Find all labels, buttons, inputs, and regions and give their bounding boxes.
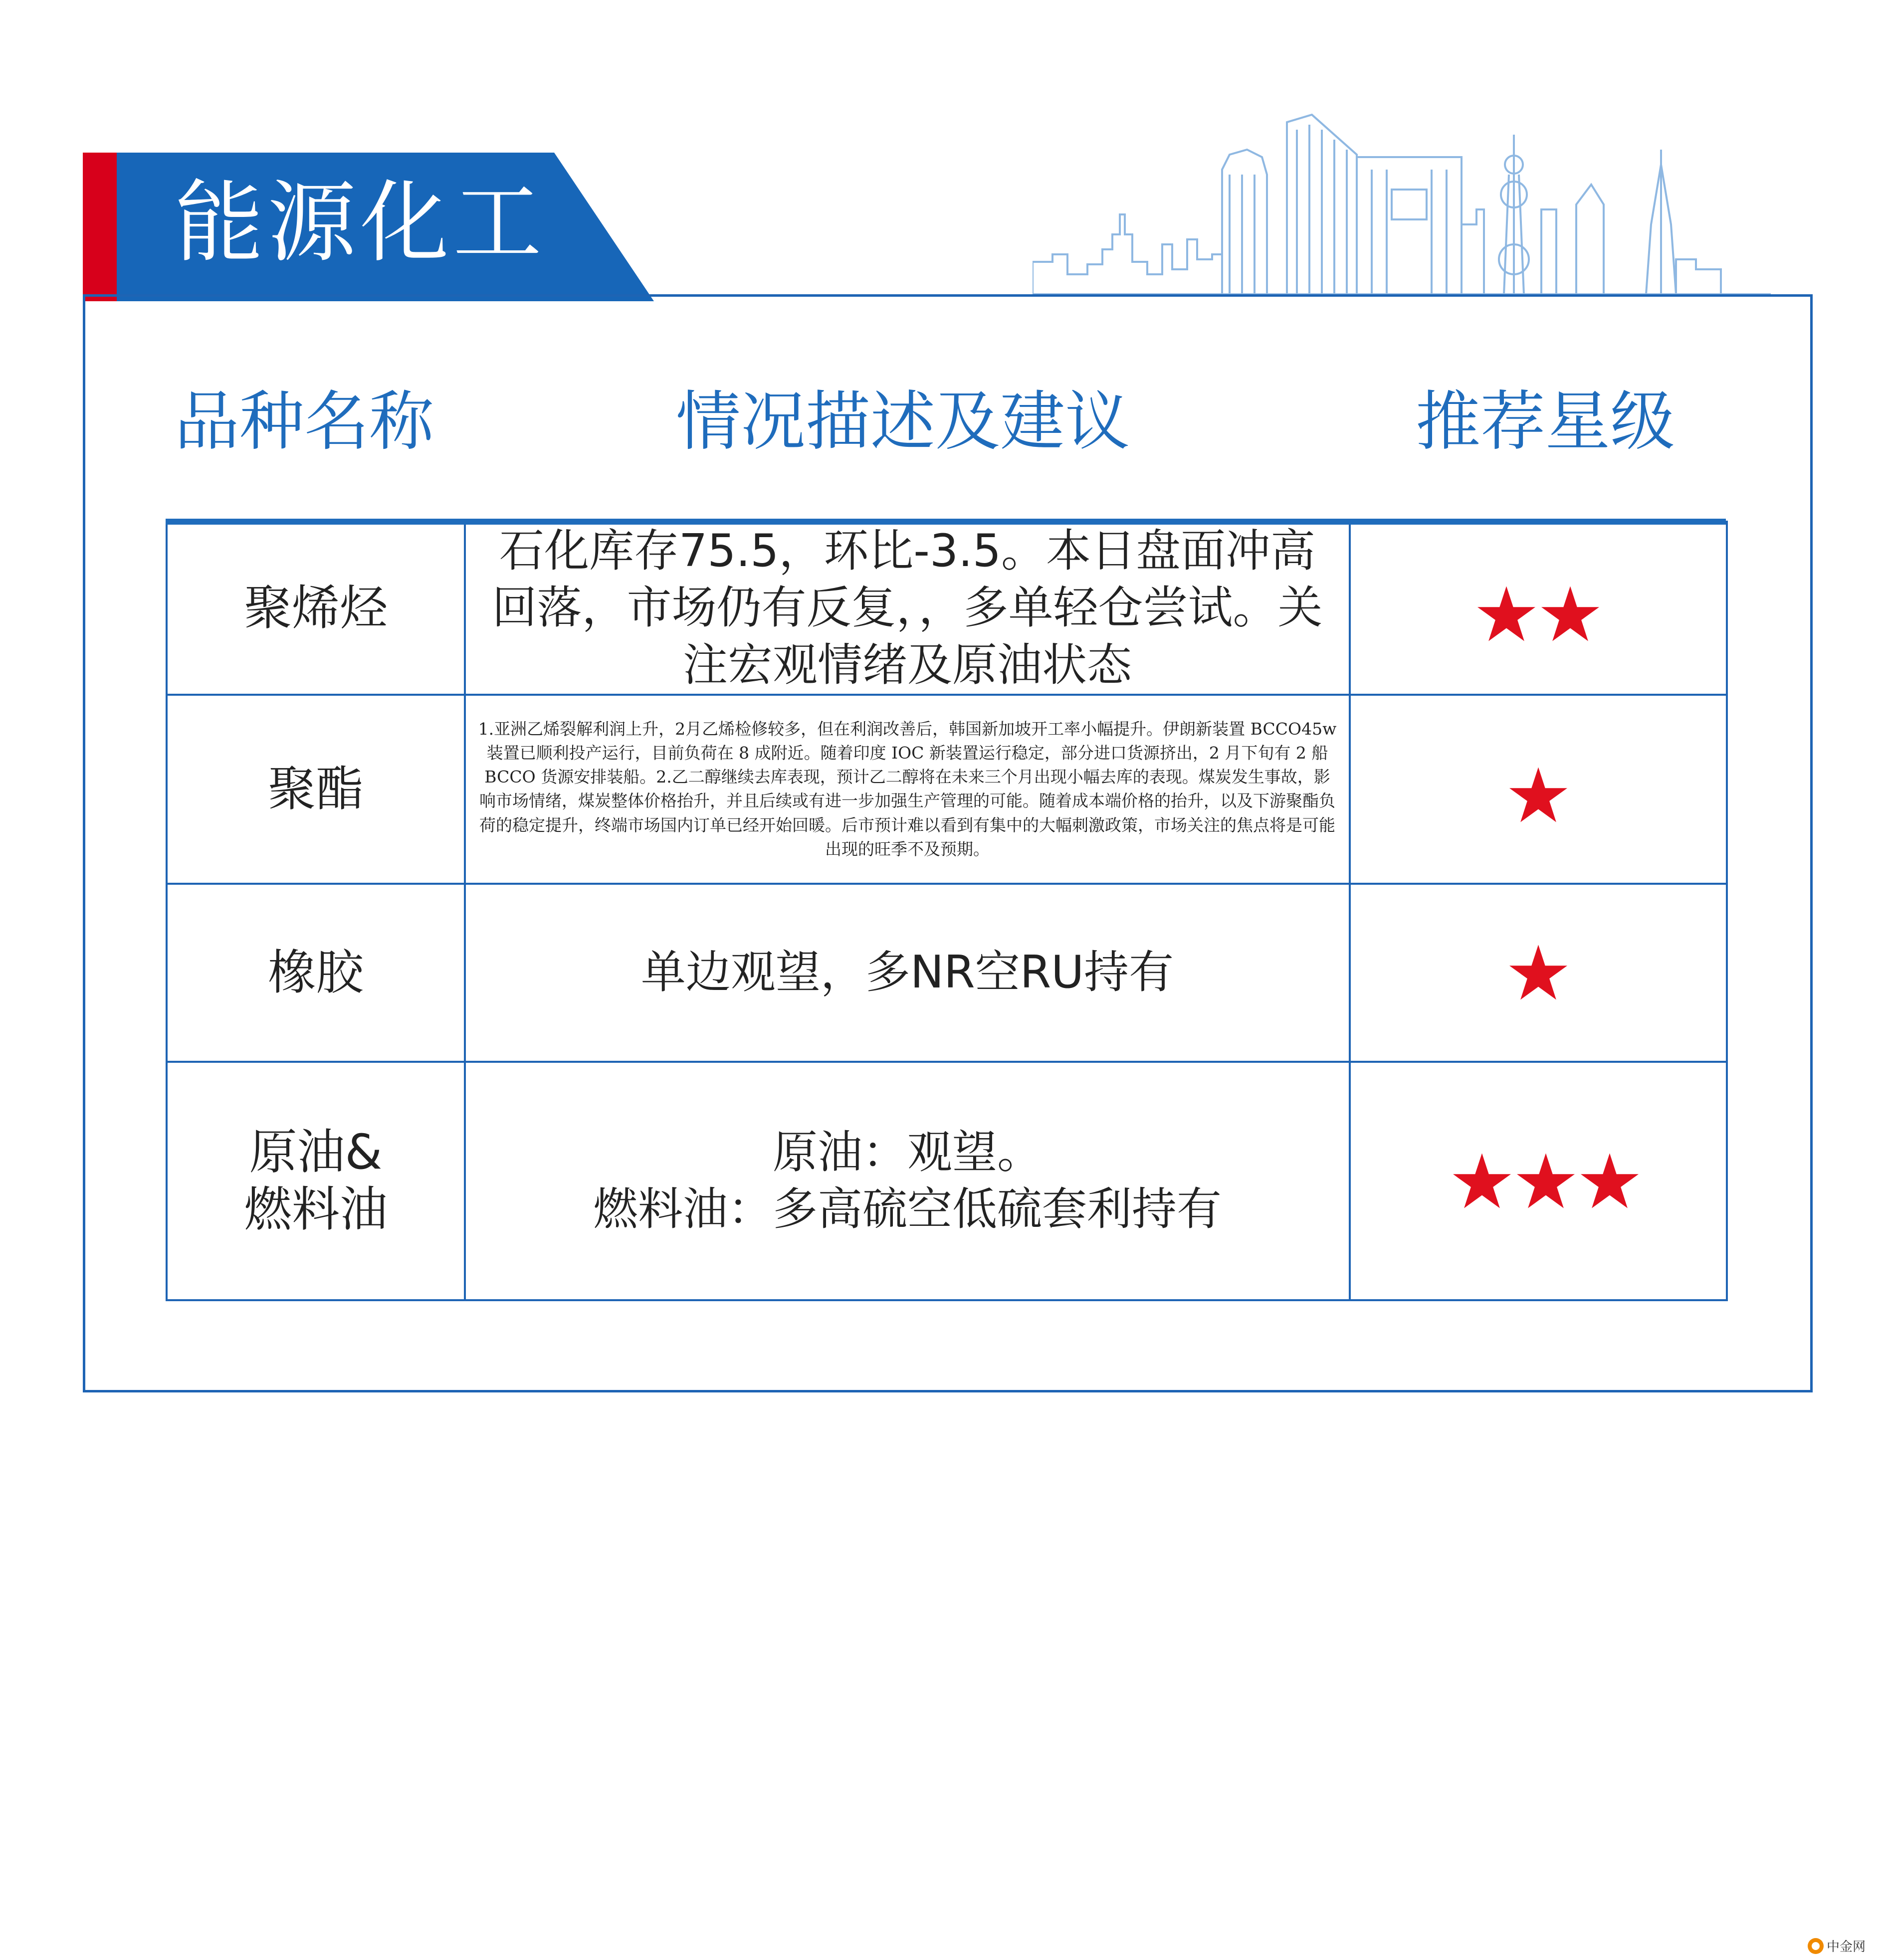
star-rating [1350,884,1727,1062]
table-row [167,522,1727,695]
section-title: 能源化工 [175,171,546,274]
table-top-rule [166,519,1726,525]
commodity-name-line1: 原油& [249,1124,383,1180]
table-row [167,884,1727,1062]
commodity-name: 聚酯 [268,761,364,817]
star-rating [1350,695,1727,884]
commodity-name: 橡胶 [268,944,364,1000]
column-header-name: 品种名称 [175,384,434,459]
commodity-description: 单边观望，多NR空RU持有 [640,946,1174,999]
star-rating [1350,1062,1727,1300]
table-row [167,1062,1727,1300]
site-logo-icon [1805,1935,1885,1960]
table-row [167,695,1727,884]
commodity-description: 石化库存75.5，环比-3.5。本日盘面冲高回落，市场仍有反复，，多单轻仓尝试。关注宏观情绪及原油状态 [492,525,1323,691]
column-header-description: 情况描述及建议 [676,384,1130,459]
site-logo-text: 中金网 [1827,1940,1866,1954]
star-icon [1477,586,1535,642]
star-icon [1517,1153,1575,1209]
star-icon [1453,1153,1511,1209]
star-icon [1509,945,1567,1000]
recommendation-table [166,521,1728,1301]
commodity-description-line2: 燃料油：多高硫空低硫套利持有 [593,1182,1222,1235]
star-rating [1350,522,1727,695]
commodity-description-line1: 原油：观望。 [773,1126,1042,1178]
star-icon [1509,767,1567,823]
city-skyline-icon [1033,110,1771,299]
commodity-description: 1.亚洲乙烯裂解利润上升，2月乙烯检修较多，但在利润改善后，韩国新加坡开工率小幅提升。伊朗新装置 BCCO45w 装置已顺利投产运行，目前负荷在 8 成附近。随着印度 IOC 新装置运行稳定，部分进口货源挤出，2 月下旬有 2 船 BCCO 货源安排装船。2.乙二醇继续去库表现，预计乙二醇将在未来三个月出现小幅去库的表现。煤炭发生事故，影响市场情绪，煤炭整体价格抬升，并且后续或有进一步加强生产管理的可能。随着成本端价格的抬升，以及下游聚酯负荷的稳定提升，终端市场国内订单已经开始回暖。后市预计难以看到有集中的大幅刺激政策，市场关注的焦点将是可能出现的旺季不及预期。 [478,719,1337,859]
star-icon [1581,1153,1639,1209]
commodity-name-line2: 燃料油 [244,1181,388,1237]
star-icon [1541,586,1599,642]
commodity-name: 聚烯烃 [244,580,388,636]
column-header-rating: 推荐星级 [1416,384,1676,459]
